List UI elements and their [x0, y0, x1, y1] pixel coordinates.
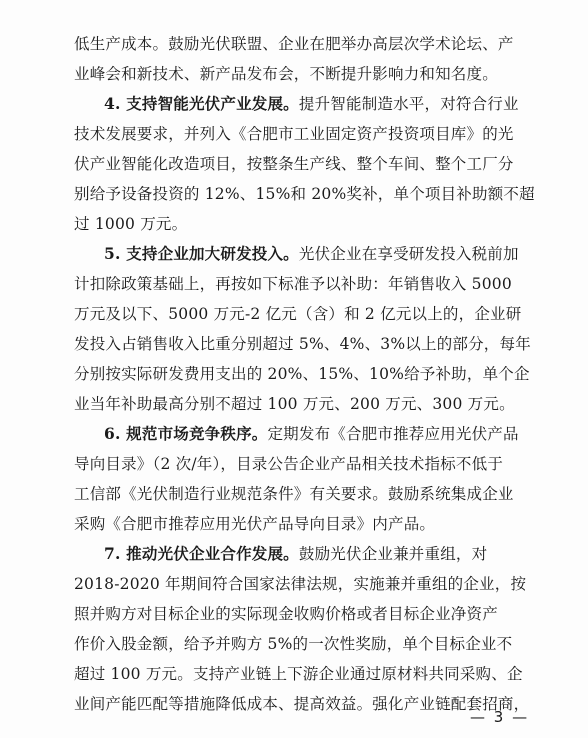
line-text: 别给予设备投资的 12%、15%和 20%奖补，单个项目补助额不超	[74, 185, 535, 203]
text-line	[74, 514, 544, 534]
text-line	[74, 484, 544, 504]
line-text: 光伏企业在享受研发投入税前加	[298, 245, 519, 263]
text-line	[74, 394, 544, 414]
line-text: 计扣除政策基础上，再按如下标准予以补助：年销售收入 5000	[74, 275, 512, 293]
text-line	[74, 604, 544, 624]
line-text: 照并购方对目标企业的实际现金收购价格或者目标企业净资产	[74, 605, 498, 623]
section-heading: 4. 支持智能光伏产业发展。	[104, 94, 299, 113]
line-text: 业间产能匹配等措施降低成本、提高效益。强化产业链配套招商，	[74, 695, 530, 713]
line-text: 采购《合肥市推荐应用光伏产品导向目录》内产品。	[74, 515, 436, 533]
line-text: 过 1000 万元。	[74, 215, 188, 233]
section-7-line	[104, 544, 574, 564]
text-line	[74, 304, 544, 324]
line-text: 业峰会和新技术、新产品发布会，不断提升影响力和知名度。	[74, 65, 498, 83]
line-text: 伏产业智能化改造项目，按整条生产线、整个车间、整个工厂分	[74, 155, 514, 173]
line-text: 发投入占销售收入比重分别超过 5%、4%、3%以上的部分，每年	[74, 335, 531, 353]
section-heading: 6. 规范市场竞争秩序。	[104, 424, 268, 443]
section-heading: 5. 支持企业加大研发投入。	[104, 244, 299, 263]
line-text: 鼓励光伏企业兼并重组，对	[298, 545, 488, 563]
text-line	[74, 154, 544, 174]
line-text: 技术发展要求，并列入《合肥市工业固定资产投资项目库》的光	[74, 125, 514, 143]
text-line	[74, 334, 544, 354]
text-line	[74, 64, 544, 84]
line-text: 作价入股金额，给予并购方 5%的一次性奖励，单个目标企业不	[74, 635, 513, 653]
line-text: 分别按实际研发费用支出的 20%、15%、10%给予补助，单个企	[74, 365, 530, 383]
text-line	[74, 214, 544, 234]
text-line	[74, 184, 544, 204]
text-line	[74, 124, 544, 144]
text-line	[74, 664, 544, 684]
line-text: 超过 100 万元。支持产业链上下游企业通过原材料共同采购、企	[74, 665, 523, 683]
text-line	[74, 634, 544, 654]
line-text: 导向目录》（2 次/年），目录公告企业产品相关技术指标不低于	[74, 455, 504, 473]
text-line	[74, 454, 544, 474]
line-text: 定期发布《合肥市推荐应用光伏产品	[267, 425, 519, 443]
line-text: 业当年补助最高分别不超过 100 万元、200 万元、300 万元。	[74, 395, 515, 413]
text-line	[74, 574, 544, 594]
text-line	[74, 34, 544, 54]
section-6-line	[104, 424, 574, 444]
line-text: 工信部《光伏制造行业规范条件》有关要求。鼓励系统集成企业	[74, 485, 514, 503]
section-heading: 7. 推动光伏企业合作发展。	[104, 544, 299, 563]
section-4-line	[104, 94, 574, 114]
text-line	[74, 364, 544, 384]
page-number: — 3 —	[470, 708, 530, 726]
line-text: 提升智能制造水平，对符合行业	[298, 95, 519, 113]
text-line	[74, 274, 544, 294]
section-5-line	[104, 244, 574, 264]
line-text: 低生产成本。鼓励光伏联盟、企业在肥举办高层次学术论坛、产	[74, 35, 514, 53]
line-text: 2018-2020 年期间符合国家法律法规，实施兼并重组的企业，按	[74, 575, 527, 593]
line-text: 万元及以下、5000 万元-2 亿元（含）和 2 亿元以上的，企业研	[74, 305, 522, 323]
